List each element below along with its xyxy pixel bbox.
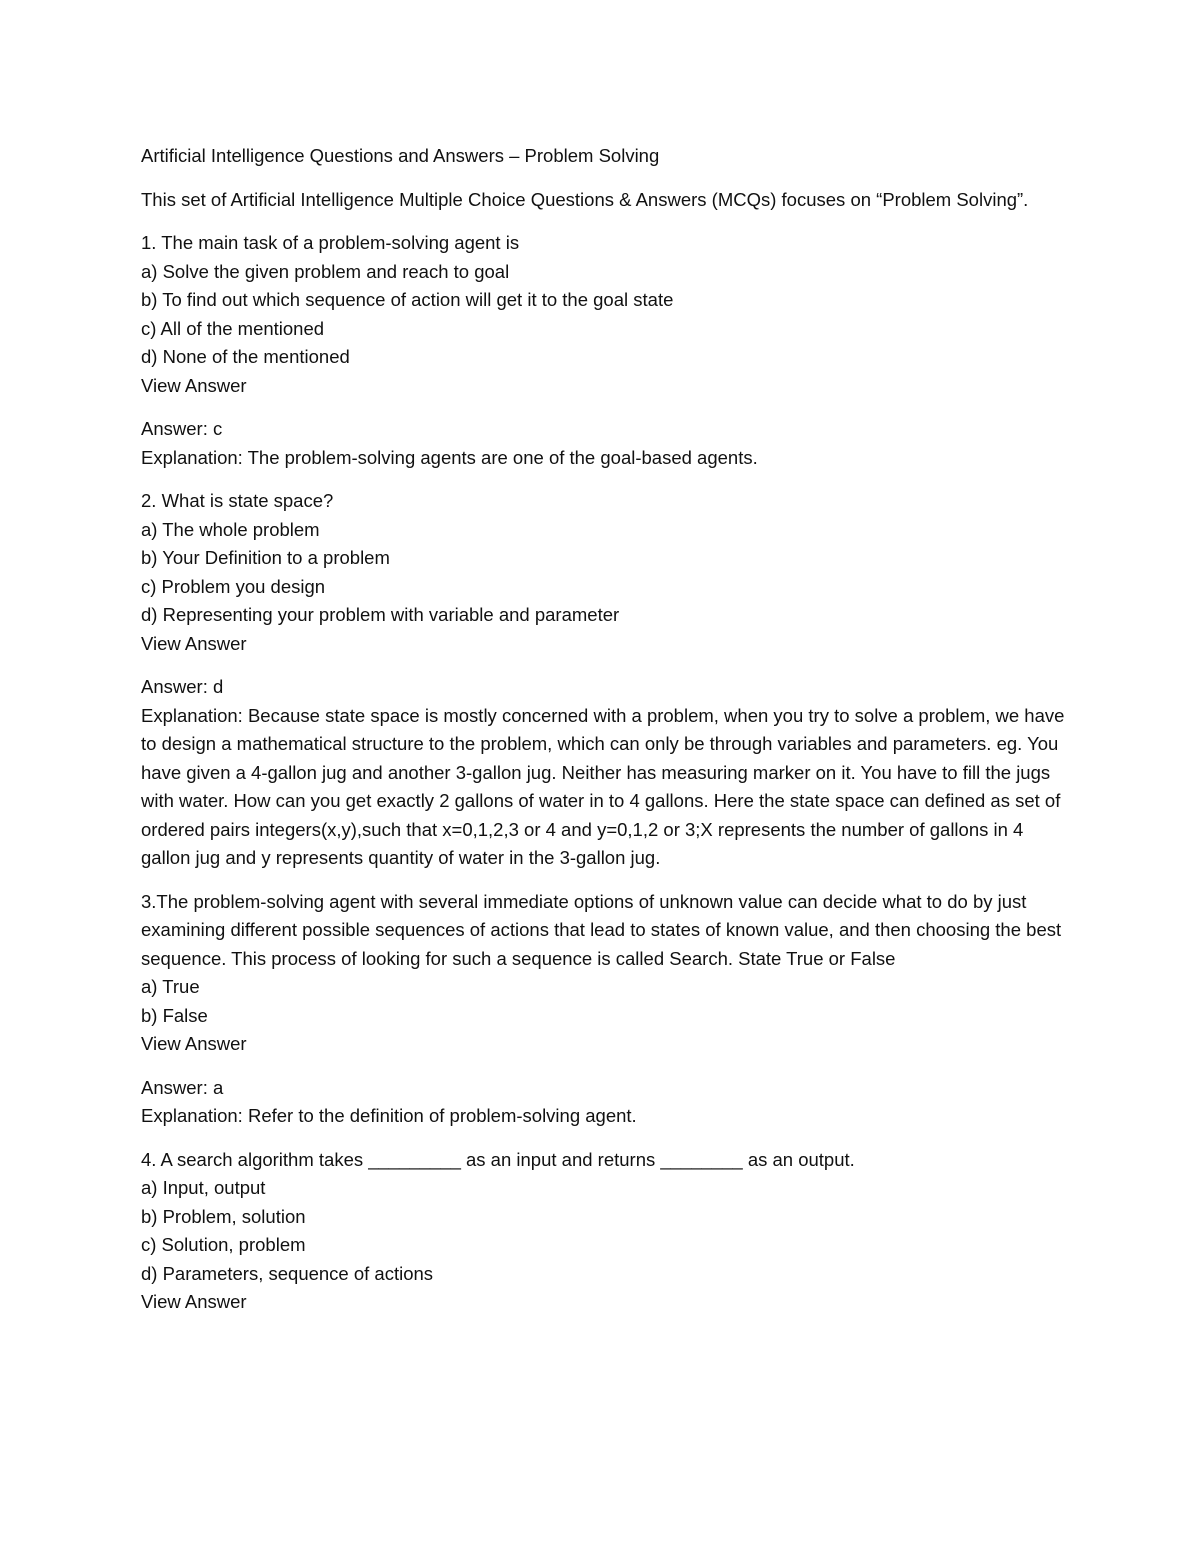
option-a: a) Solve the given problem and reach to goal — [141, 260, 510, 282]
document-title: Artificial Intelligence Questions and Answers – Problem Solving — [141, 145, 660, 166]
option-c: c) All of the mentioned — [141, 317, 325, 339]
question-text: 4. A search algorithm takes _________ as an input and returns ________ as an output. — [141, 1148, 855, 1170]
option-a: a) True — [141, 976, 200, 997]
answer-text: Answer: c — [141, 418, 223, 439]
option-a: a) Input, output — [141, 1177, 266, 1198]
question-text: 1. The main task of a problem-solving agent is — [141, 232, 520, 253]
option-c: c) Problem you design — [141, 575, 326, 597]
option-a: a) The whole problem — [141, 518, 320, 540]
question-text: 3.The problem-solving agent with several immediate options of unknown value can decide what to do by just examining different possible sequences of actions that lead to states of known value, and then choosing the best sequence. This process of looking for such a sequence is called Search. State True or False — [141, 890, 1062, 969]
question-text: 2. What is state space? — [141, 490, 334, 511]
document-intro: This set of Artificial Intelligence Multiple Choice Questions & Answers (MCQs) focuses on “Problem Solving”. — [141, 188, 1029, 210]
option-b: b) False — [141, 1004, 208, 1026]
view-answer-link[interactable]: View Answer — [141, 632, 247, 654]
option-b: b) Your Definition to a problem — [141, 547, 390, 568]
explanation-text: Explanation: Because state space is mostly concerned with a problem, when you try to solve a problem, we have to design a mathematical structure to the problem, which can only be through variables and parameters. eg. You have given a 4-gallon jug and another 3-gallon jug. Neither has measuring marker on it. You have to fill the jugs with water. How can you get exactly 2 gallons of water in to 4 gallons. Here the state space can defined as set of ordered pairs integers(x,y),such that x=0,1,2,3 or 4 and y=0,1,2 or 3;X represents the number of gallons in 4 gallon jug and y represents quantity of water in the 3-gallon jug. — [141, 704, 1065, 868]
option-d: d) Parameters, sequence of actions — [141, 1262, 434, 1284]
explanation-text: Explanation: Refer to the definition of problem-solving agent. — [141, 1105, 637, 1126]
question-block-2 — [141, 487, 1071, 658]
answer-block-1 — [141, 415, 1071, 472]
option-c: c) Solution, problem — [141, 1234, 306, 1255]
view-answer-link[interactable]: View Answer — [141, 374, 247, 396]
question-block-4 — [141, 1146, 1071, 1317]
answer-text: Answer: a — [141, 1076, 224, 1098]
question-block-3 — [141, 888, 1071, 1059]
view-answer-link[interactable]: View Answer — [141, 1033, 247, 1054]
option-d: d) Representing your problem with variable and parameter — [141, 604, 620, 625]
document-content — [141, 142, 1071, 1317]
answer-text: Answer: d — [141, 676, 224, 697]
option-b: b) To find out which sequence of action will get it to the goal state — [141, 289, 674, 310]
question-block-1 — [141, 229, 1071, 400]
option-b: b) Problem, solution — [141, 1205, 306, 1227]
answer-block-2 — [141, 673, 1071, 873]
option-d: d) None of the mentioned — [141, 346, 350, 367]
view-answer-link[interactable]: View Answer — [141, 1291, 247, 1312]
answer-block-3 — [141, 1074, 1071, 1131]
explanation-text: Explanation: The problem-solving agents are one of the goal-based agents. — [141, 446, 758, 468]
